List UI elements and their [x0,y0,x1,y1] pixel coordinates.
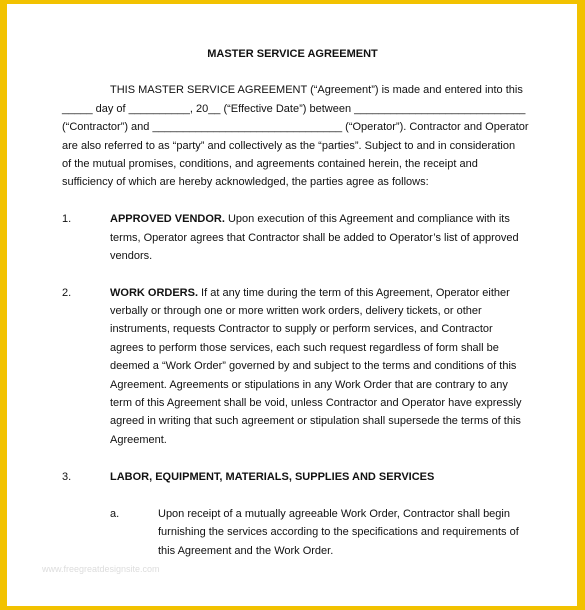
section-number: 1. [62,213,72,225]
intro-line: _____ day of __________, 20__ (“Effective Date”) between ____________________________ [62,103,526,115]
section-first-line [110,210,510,229]
document-title: MASTER SERVICE AGREEMENT [207,48,378,60]
subsection-line: this Agreement and the Work Order. [158,545,334,557]
intro-line: (“Contractor”) and _______________________________ (“Operator”). Contractor and Operator [62,121,529,133]
subsection-label: a. [110,508,120,520]
section-line: verbally or through one or more written work orders, delivery tickets, or other [110,305,482,317]
intro-line: are also referred to as “party” and collectively as the “parties”. Subject to and in consideration [62,140,516,152]
section-line: agrees to perform those services, each such request regardless of form shall be [110,342,499,354]
section-line: deemed a “Work Order” governed by and subject to the terms and conditions of this [110,360,517,372]
section-line: instruments, requests Contractor to supply or perform services, and Contractor [110,323,493,335]
watermark-text: www.freegreatdesignsite.com [42,564,160,574]
section-heading: LABOR, EQUIPMENT, MATERIALS, SUPPLIES AND SERVICES [110,471,435,483]
section-text: Upon execution of this Agreement and compliance with its [224,213,510,225]
section-heading: APPROVED VENDOR. [110,213,225,225]
section-first-line [110,284,510,303]
intro-line: of the mutual promises, conditions, and agreements contained herein, the receipt and [62,158,478,170]
intro-line: THIS MASTER SERVICE AGREEMENT (“Agreement”) is made and entered into this [110,84,523,96]
intro-line: sufficiency of which are hereby acknowledged, the parties agree as follows: [62,176,429,188]
section-line: Agreement. Agreements or stipulations in any Work Order that are contrary to any [110,379,508,391]
section-number: 2. [62,287,72,299]
section-line: vendors. [110,250,153,262]
section-line: agreed in writing that such agreement or stipulation shall supersede the terms of this [110,415,521,427]
section-text: If at any time during the term of this Agreement, Operator either [198,287,510,299]
section-line: Agreement. [110,434,167,446]
section-line: term of this Agreement shall be void, unless Contractor and Operator have expressly [110,397,522,409]
section-line: terms, Operator agrees that Contractor shall be added to Operator’s list of approved [110,232,519,244]
subsection-line: Upon receipt of a mutually agreeable Work Order, Contractor shall begin [158,508,510,520]
section-number: 3. [62,471,72,483]
subsection-line: furnishing the services according to the specifications and requirements of [158,526,519,538]
section-heading: WORK ORDERS. [110,287,198,299]
